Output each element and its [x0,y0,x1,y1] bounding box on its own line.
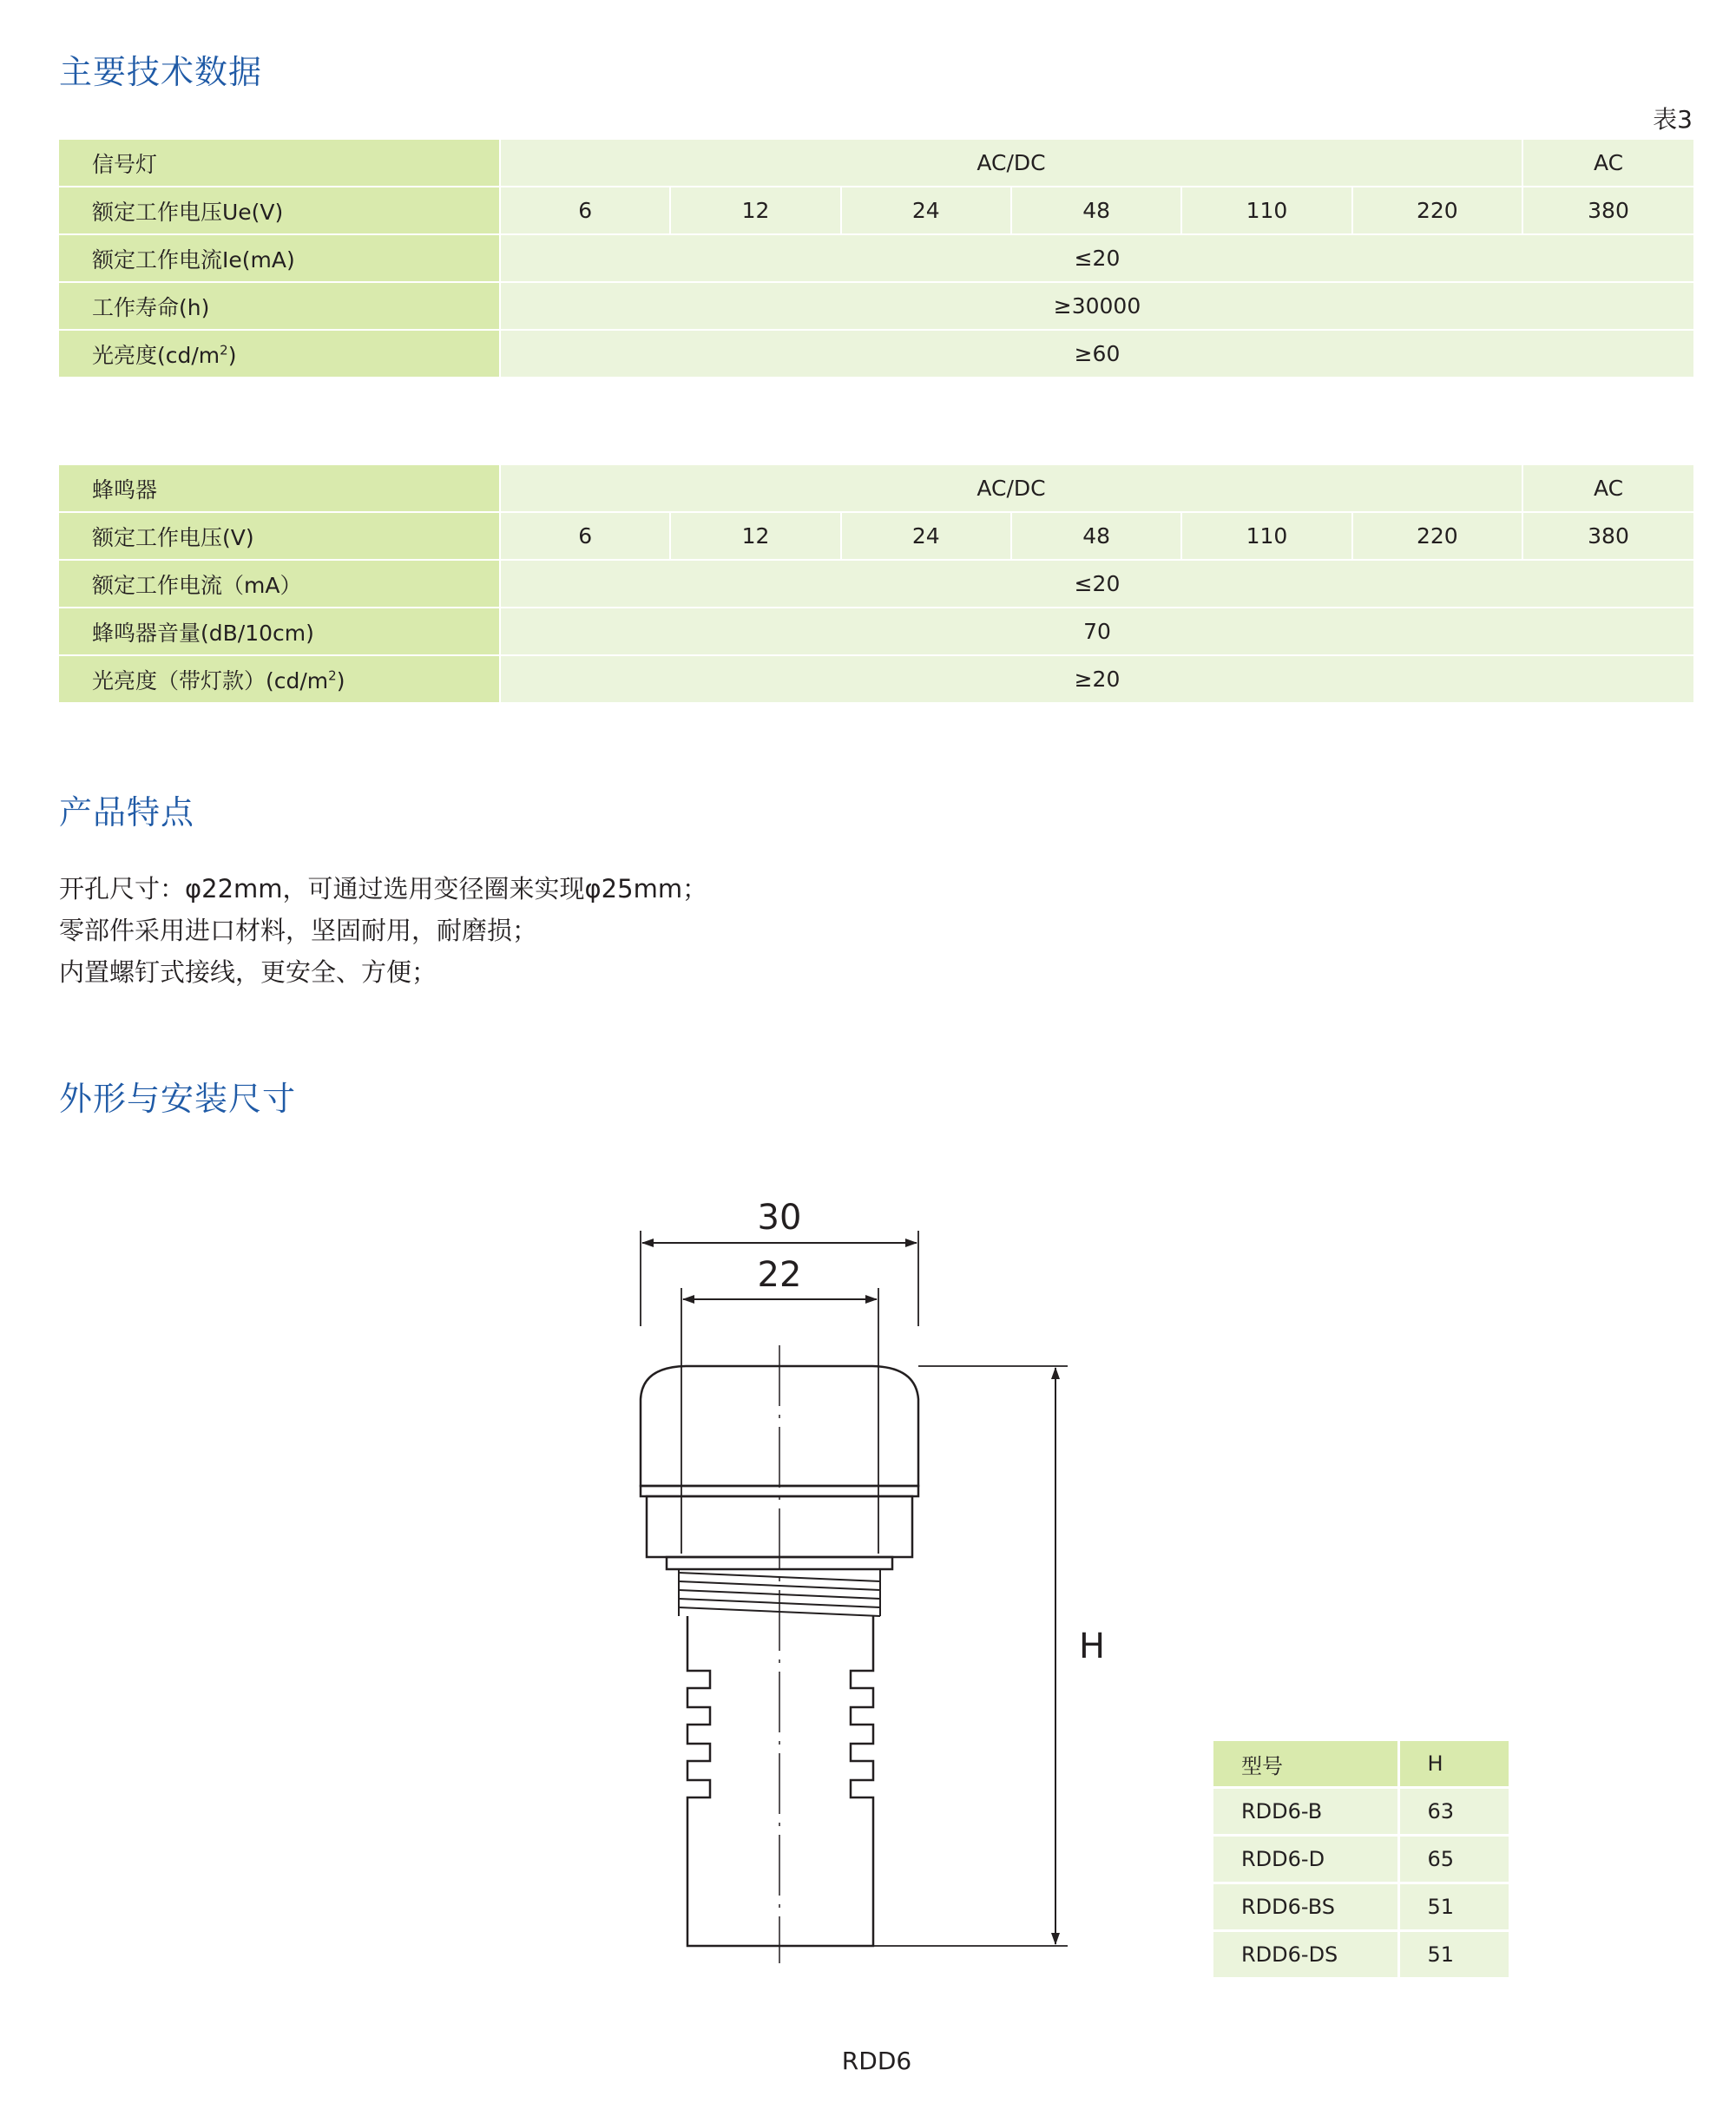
voltage-cell: 24 [841,187,1011,234]
figure-caption: RDD6 [841,2047,912,2075]
model-height-table [1213,1741,1509,1977]
brightness-label-text: 光亮度(cd/m [92,342,220,368]
signal-lamp-header: 信号灯 [59,140,500,187]
model-cell: RDD6-D [1213,1836,1398,1883]
dimension-22-label: 22 [757,1255,802,1295]
voltage-cell: 110 [1181,512,1351,560]
voltage-cell: 48 [1011,512,1181,560]
voltage-cell: 380 [1522,187,1693,234]
volume-label: 蜂鸣器音量(dB/10cm) [59,608,500,655]
height-cell: 63 [1398,1788,1509,1836]
service-life-value: ≥30000 [500,282,1693,330]
table-row [1213,1788,1509,1836]
height-cell: 65 [1398,1836,1509,1883]
voltage-cell: 6 [500,187,670,234]
brightness-label-text: 光亮度（带灯款）(cd/m [92,667,329,693]
list-item: 内置螺钉式接线，更安全、方便； [59,957,437,987]
model-cell: RDD6-B [1213,1788,1398,1836]
rated-voltage-label: 额定工作电压(V) [59,512,500,560]
model-header: 型号 [1213,1741,1398,1788]
brightness-label-close: ) [227,342,237,368]
rated-current-label: 额定工作电流Ie(mA) [59,234,500,282]
brightness-value: ≥60 [500,330,1693,377]
ac-label: AC [1522,465,1693,512]
features-section-title: 产品特点 [59,793,195,831]
voltage-cell: 380 [1522,512,1693,560]
table-row [1213,1741,1509,1788]
acdc-label: AC/DC [500,140,1522,187]
rated-voltage-label: 额定工作电压Ue(V) [59,187,500,234]
lamp-stem [687,1616,873,1946]
acdc-label: AC/DC [500,465,1522,512]
voltage-cell: 220 [1352,187,1522,234]
list-item: 零部件采用进口材料，坚固耐用，耐磨损； [59,916,538,945]
volume-value: 70 [500,608,1693,655]
brightness-value: ≥20 [500,655,1693,702]
brightness-label-sup: 2 [328,667,337,684]
table-row [1213,1931,1509,1978]
service-life-label: 工作寿命(h) [59,282,500,330]
height-cell: 51 [1398,1883,1509,1931]
brightness-label-close: ) [336,667,345,693]
voltage-cell: 220 [1352,512,1522,560]
voltage-cell: 48 [1011,187,1181,234]
voltage-cell: 110 [1181,187,1351,234]
model-cell: RDD6-DS [1213,1931,1398,1978]
table-number: 表3 [1653,105,1693,134]
dimensions-section-title: 外形与安装尺寸 [59,1080,297,1118]
table-row [1213,1836,1509,1883]
rated-current-value: ≤20 [500,234,1693,282]
height-header: H [1398,1741,1509,1788]
voltage-cell: 12 [670,187,840,234]
dimension-30-label: 30 [757,1198,802,1238]
model-cell: RDD6-BS [1213,1883,1398,1931]
rated-current-label: 额定工作电流（mA） [59,560,500,608]
spec-section-title: 主要技术数据 [59,53,263,91]
list-item: 开孔尺寸：φ22mm，可通过选用变径圈来实现φ25mm； [59,874,708,904]
rated-current-value: ≤20 [500,560,1693,608]
voltage-cell: 6 [500,512,670,560]
brightness-label-sup: 2 [220,342,228,358]
height-cell: 51 [1398,1931,1509,1978]
ac-label: AC [1522,140,1693,187]
voltage-cell: 24 [841,512,1011,560]
buzzer-header: 蜂鸣器 [59,465,500,512]
dimension-h-label: H [1078,1626,1106,1666]
table-row [1213,1883,1509,1931]
voltage-cell: 12 [670,512,840,560]
